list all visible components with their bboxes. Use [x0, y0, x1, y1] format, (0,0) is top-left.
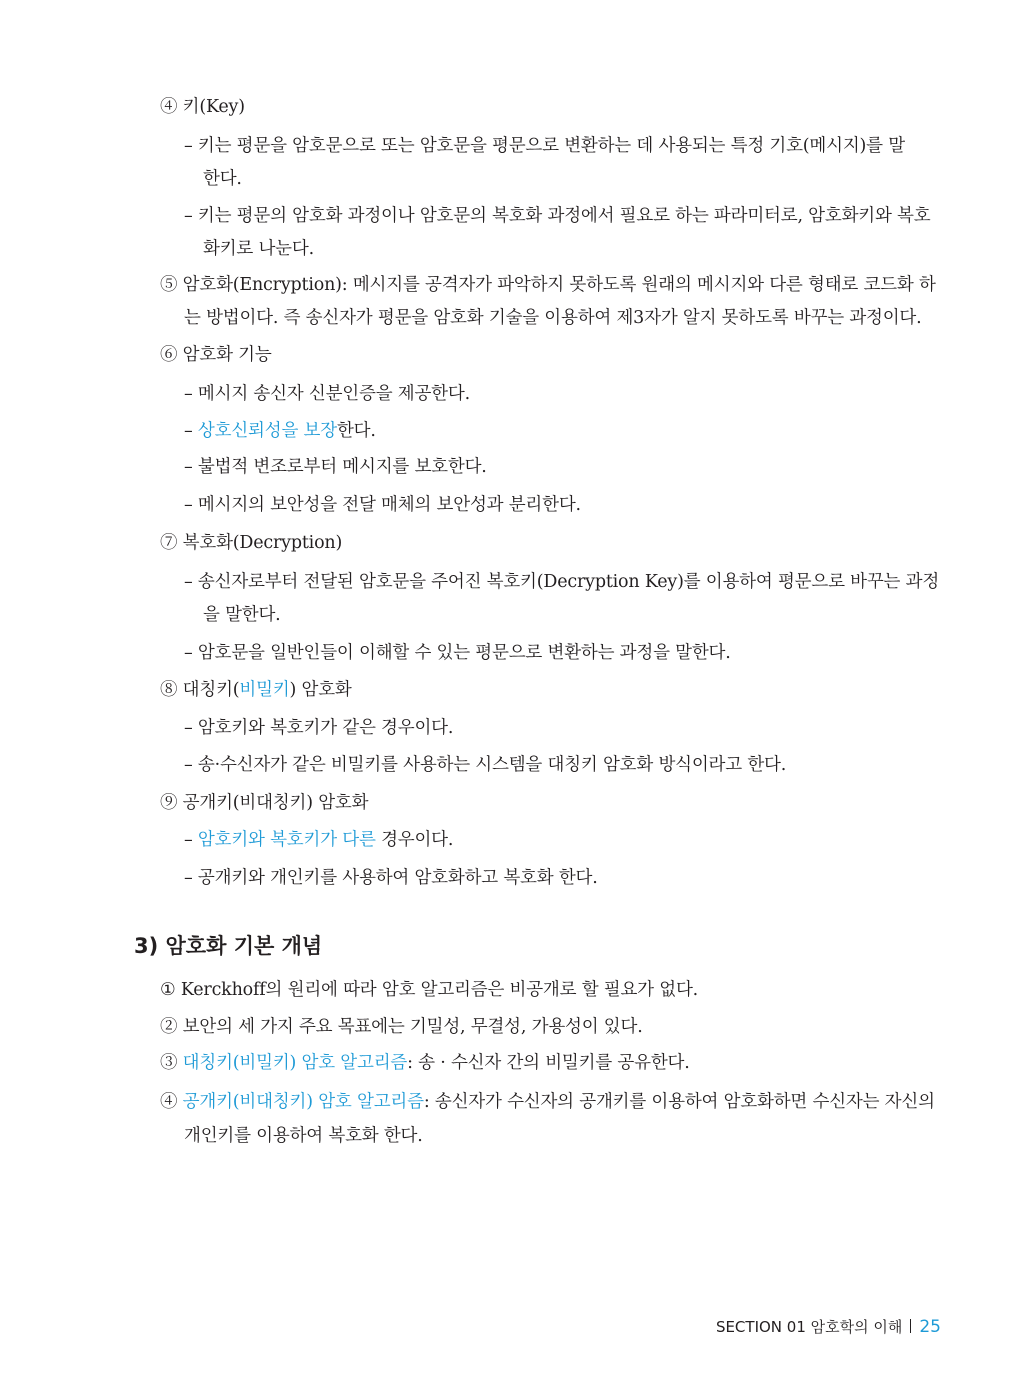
bullet-dash: –	[184, 421, 198, 441]
encryption-line-2: 는 방법이다. 즉 송신자가 평문을 암호화 기술을 이용하여 제3자가 알지 못하도록 바꾸는 과정이다.	[184, 308, 922, 328]
key-bullet-1-line-2: 한다.	[203, 169, 242, 189]
highlight-different-keys: 암호키와 복호키가 다른	[197, 830, 376, 850]
concept-4-line-2: 개인키를 이용하여 복호화 한다.	[184, 1126, 423, 1146]
key-bullet-2-line-1: – 키는 평문의 암호화 과정이나 암호문의 복호화 과정에서 필요로 하는 파라미터로, 암호화키와 복호	[184, 206, 931, 226]
function-bullet-1: – 메시지 송신자 신분인증을 제공한다.	[184, 384, 470, 404]
bullet-rest: 경우이다.	[375, 830, 454, 850]
encryption-line-1: ⑤ 암호화(Encryption): 메시지를 공격자가 파악하지 못하도록 원래의 메시지와 다른 형태로 코드화 하	[160, 275, 936, 295]
symmetric-title-end: ) 암호화	[289, 680, 352, 700]
highlight-symmetric-algorithm: 대칭키(비밀키) 암호 알고리즘	[182, 1053, 408, 1073]
symmetric-bullet-2: – 송·수신자가 같은 비밀키를 사용하는 시스템을 대칭키 암호화 방식이라고 한다.	[184, 755, 787, 775]
function-bullet-3: – 불법적 변조로부터 메시지를 보호한다.	[184, 457, 487, 477]
decryption-bullet-1-line-2: 을 말한다.	[203, 605, 281, 625]
highlight-mutual-trust: 상호신뢰성을 보장	[197, 421, 337, 441]
footer-separator	[910, 1319, 911, 1333]
concept-3	[160, 1050, 690, 1076]
bullet-rest: 한다.	[336, 421, 376, 441]
symmetric-bullet-1: – 암호키와 복호키가 같은 경우이다.	[184, 718, 454, 738]
decryption-title: ⑦ 복호화(Decryption)	[160, 533, 343, 553]
page-footer	[716, 1316, 941, 1338]
highlight-public-key-algorithm: 공개키(비대칭키) 암호 알고리즘	[182, 1092, 424, 1112]
key-title: ④ 키(Key)	[160, 97, 245, 117]
concept-4-line-1	[160, 1089, 935, 1115]
symmetric-title	[160, 677, 352, 703]
public-key-bullet-2: – 공개키와 개인키를 사용하여 암호화하고 복호화 한다.	[184, 868, 598, 888]
public-key-bullet-1	[184, 827, 453, 853]
concept-4-rest: : 송신자가 수신자의 공개키를 이용하여 암호화하면 수신자는 자신의	[423, 1092, 935, 1112]
function-bullet-2	[184, 418, 376, 444]
page-number: 25	[919, 1317, 941, 1337]
concept-1: ① Kerckhoff의 원리에 따라 암호 알고리즘은 비공개로 할 필요가 없다.	[160, 980, 699, 1000]
function-bullet-4: – 메시지의 보안성을 전달 매체의 보안성과 분리한다.	[184, 495, 581, 515]
concept-2: ② 보안의 세 가지 주요 목표에는 기밀성, 무결성, 가용성이 있다.	[160, 1017, 643, 1037]
function-title: ⑥ 암호화 기능	[160, 345, 272, 365]
concept-3-rest: : 송 · 수신자 간의 비밀키를 공유한다.	[407, 1053, 690, 1073]
bullet-dash: –	[184, 830, 198, 850]
symmetric-title-start: ⑧ 대칭키(	[160, 680, 240, 700]
footer-section-label: SECTION 01 암호학의 이해	[715, 1318, 903, 1336]
key-bullet-2-line-2: 화키로 나눈다.	[203, 239, 314, 259]
decryption-bullet-1-line-1: – 송신자로부터 전달된 암호문을 주어진 복호키(Decryption Key)를 이용하여 평문으로 바꾸는 과정	[184, 572, 940, 592]
highlight-secret-key: 비밀키	[239, 680, 290, 700]
section-heading: 3) 암호화 기본 개념	[134, 934, 323, 958]
concept-3-number: ③	[160, 1053, 183, 1073]
decryption-bullet-2: – 암호문을 일반인들이 이해할 수 있는 평문으로 변환하는 과정을 말한다.	[184, 643, 731, 663]
concept-4-number: ④	[160, 1092, 183, 1112]
public-key-title: ⑨ 공개키(비대칭키) 암호화	[160, 793, 369, 813]
key-bullet-1-line-1: – 키는 평문을 암호문으로 또는 암호문을 평문으로 변환하는 데 사용되는 특정 기호(메시지)를 말	[184, 136, 905, 156]
